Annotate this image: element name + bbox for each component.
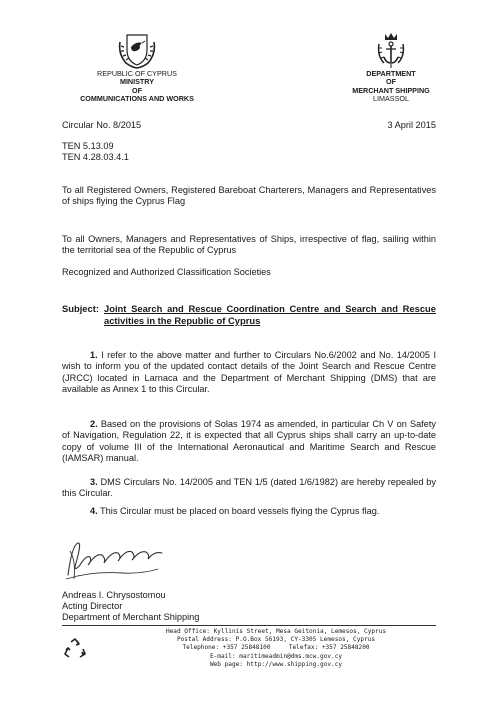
header-of-right: OF (386, 77, 396, 87)
footer-divider (62, 625, 436, 626)
cyprus-coat-of-arms-icon (115, 30, 159, 70)
reference-2: TEN 4.28.03.4.1 (62, 152, 129, 162)
addressee-all-owners: To all Owners, Managers and Representatives of Ships, irrespective of flag, sailing within the territorial sea of the Republic of Cyprus (62, 234, 436, 256)
recycle-icon (62, 637, 88, 663)
paragraph-text: DMS Circulars No. 14/2005 and TEN 1/5 (dated 1/6/1982) are hereby repealed by this Circular. (62, 477, 436, 499)
paragraph-text: Based on the provisions of Solas 1974 as amended, in particular Ch V on Safety of Navigation, Regulation 22, it is expected that all Cyprus ships shall carry an up-to-date copy of volume III of the International Aeronautical and Maritime Search and Rescue (IAMSAR) manual. (62, 419, 436, 463)
header-limassol: LIMASSOL (373, 94, 409, 104)
footer-contact (116, 628, 436, 669)
footer-telephone: Telephone: +357 25848100 Telefax: +357 25848200 (182, 644, 370, 652)
circular-date: 3 April 2015 (387, 120, 436, 130)
footer-postal: Postal Address: P.O.Box 56193, CY-3305 Lemesos, Cyprus (176, 636, 376, 644)
paragraph-3 (62, 477, 436, 500)
paragraph-4 (62, 506, 436, 517)
footer-email: E-mail: maritimeadmin@dms.mcw.gov.cy (209, 652, 343, 660)
signer-name: Andreas I. Chrysostomou (62, 590, 166, 600)
header-merchant-shipping: MERCHANT SHIPPING (352, 85, 430, 95)
paragraph-2 (62, 419, 436, 464)
header-department: DEPARTMENT (366, 69, 416, 78)
paragraph-text: I refer to the above matter and further to Circulars No.6/2002 and No. 14/2005 I wish to inform you of the updated contact details of the Joint Search and Rescue Centre (JRCC) located in Larnaca and the Department of Merchant Shipping (DMS) that are available as Annex 1 to this Circular. (62, 350, 436, 394)
signer-block (62, 590, 199, 622)
header-ministry: MINISTRY (119, 77, 155, 87)
addressee-classification-societies: Recognized and Authorized Classification Societies (62, 267, 271, 277)
paragraph-number: 3. (90, 477, 98, 487)
circular-number: Circular No. 8/2015 (62, 120, 142, 130)
subject-label: Subject: (62, 303, 99, 314)
handwritten-signature (62, 535, 172, 585)
paragraph-number: 1. (90, 350, 98, 360)
paragraph-number: 4. (90, 506, 98, 516)
dms-anchor-crest-icon (371, 30, 411, 70)
circular-meta (62, 120, 436, 130)
paragraph-1 (62, 350, 436, 395)
addressee-registered-owners: To all Registered Owners, Registered Bareboat Charterers, Managers and Representatives of ships flying the Cyprus Flag (62, 185, 436, 207)
footer-head-office: Head Office: Kyllinis Street, Mesa Geitonia, Lemesos, Cyprus (165, 628, 387, 635)
header-republic: REPUBLIC OF CYPRUS (97, 69, 177, 78)
signer-title: Acting Director (62, 600, 123, 611)
paragraph-number: 2. (90, 419, 98, 429)
footer-web: Web page: http://www.shipping.gov.cy (209, 660, 343, 668)
reference-1: TEN 5.13.09 (62, 141, 114, 151)
subject-line (62, 303, 436, 326)
dms-header (336, 30, 446, 104)
header-of: OF (132, 85, 142, 95)
signer-department: Department of Merchant Shipping (62, 611, 200, 622)
subject-text: Joint Search and Rescue Coordination Centre and Search and Rescue activities in the Republic of Cyprus (104, 303, 436, 326)
header-communications-works: COMMUNICATIONS AND WORKS (80, 94, 194, 104)
paragraph-text: This Circular must be placed on board vessels flying the Cyprus flag. (97, 506, 380, 516)
ministry-header (62, 30, 212, 104)
